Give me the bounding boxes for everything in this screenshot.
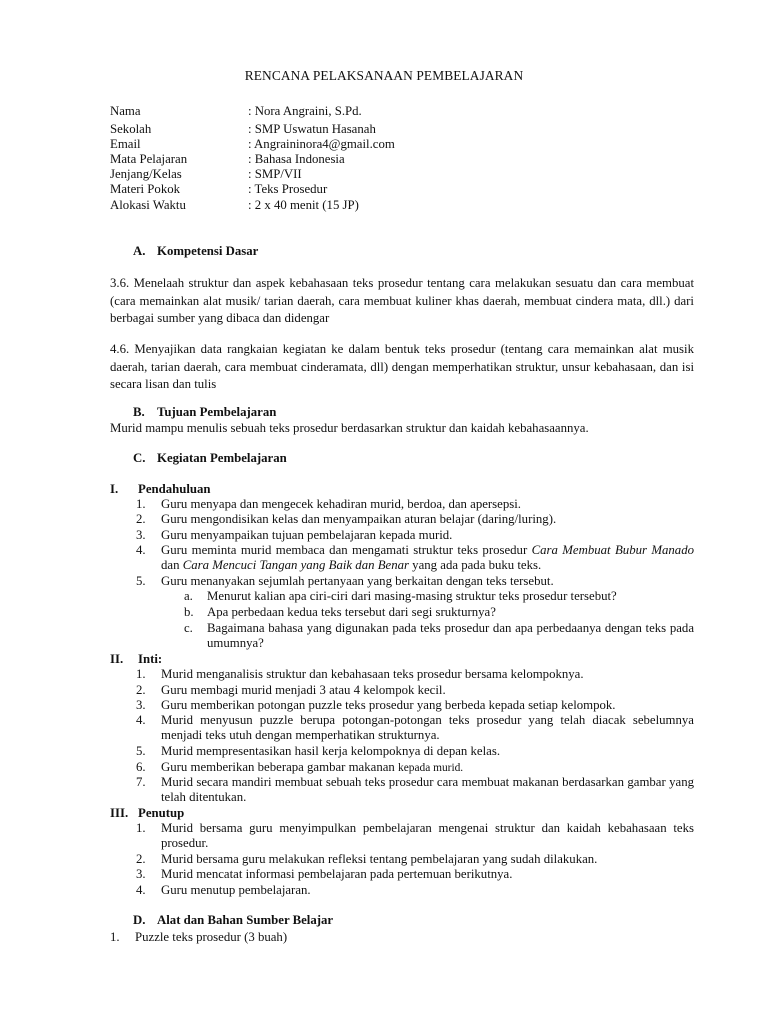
list-item [136, 667, 694, 682]
list-item [110, 930, 668, 945]
item-text: Murid menyusun puzzle berupa potongan-potongan teks prosedur yang telah diacak sebelumnya menjadi teks utuh dengan memperhatikan strukturnya. [161, 713, 694, 743]
item-number: 2. [136, 683, 146, 697]
phase-roman: II. [110, 652, 124, 666]
item-number: 1. [136, 821, 146, 835]
identity-row-email [110, 137, 670, 152]
sub-item [184, 589, 694, 604]
phase-title: Pendahuluan [138, 482, 211, 496]
item-text: Murid secara mandiri membuat sebuah teks prosedur cara membuat makanan berdasarkan gambar yang telah ditentukan. [161, 775, 694, 805]
identity-label: Alokasi Waktu [110, 198, 186, 212]
phase-title: Penutup [138, 806, 185, 820]
section-letter: C. [133, 451, 146, 465]
section-title: Tujuan Pembelajaran [157, 405, 277, 419]
identity-value: : Nora Angraini, S.Pd. [248, 104, 362, 118]
item-text: Guru menyampaikan tujuan pembelajaran kepada murid. [161, 528, 453, 542]
sub-item [184, 621, 694, 652]
identity-value: : Angraininora4@gmail.com [248, 137, 395, 151]
item-text: Menurut kalian apa ciri-ciri dari masing-masing struktur teks prosedur tersebut? [207, 589, 617, 603]
list-item [136, 713, 694, 744]
identity-row-mapel [110, 152, 670, 167]
section-letter: D. [133, 913, 146, 927]
list-item [136, 883, 694, 898]
list-item [136, 744, 694, 759]
item-number: c. [184, 621, 193, 635]
list-item [136, 543, 694, 574]
item-text: Guru memberikan potongan puzzle teks prosedur yang berbeda kepada setiap kelompok. [161, 698, 616, 712]
identity-value: : Bahasa Indonesia [248, 152, 345, 166]
list-item [136, 760, 694, 776]
list-item [136, 698, 694, 713]
tujuan-text: Murid mampu menulis sebuah teks prosedur berdasarkan struktur dan kaidah kebahasaannya. [110, 421, 589, 435]
list-item [136, 512, 694, 527]
section-title: Kegiatan Pembelajaran [157, 451, 287, 465]
document-title: RENCANA PELAKSANAAN PEMBELAJARAN [244, 68, 524, 83]
list-item [136, 528, 694, 543]
item-text: Guru mengondisikan kelas dan menyampaikan aturan belajar (daring/luring). [161, 512, 557, 526]
item-text-part: Guru meminta murid membaca dan mengamati struktur teks prosedur [161, 543, 532, 557]
list-item [136, 497, 694, 512]
item-number: 3. [136, 528, 146, 542]
identity-label: Nama [110, 104, 141, 118]
identity-row-sekolah [110, 122, 670, 137]
list-item [136, 683, 694, 698]
item-number: 5. [136, 744, 146, 758]
item-text: Guru menyapa dan mengecek kehadiran murid, berdoa, dan apersepsi. [161, 497, 521, 511]
item-number: 1. [136, 497, 146, 511]
item-number: b. [184, 605, 194, 619]
sub-item [184, 605, 694, 620]
kd-4-6: 4.6. Menyajikan data rangkaian kegiatan ke dalam bentuk teks prosedur (tentang cara memainkan alat musik daerah, tarian daerah, cara membuat cinderamata, dll) dengan memperhatikan struktur, unsur kebahasaan, dan isi secara lisan dan tulis [110, 342, 694, 391]
identity-row-alokasi [110, 198, 670, 213]
section-letter: B. [133, 405, 145, 419]
identity-label: Email [110, 137, 141, 151]
item-number: 3. [136, 698, 146, 712]
item-text: Murid mencatat informasi pembelajaran pada pertemuan berikutnya. [161, 867, 513, 881]
identity-row-materi [110, 182, 670, 197]
item-number: 2. [136, 852, 146, 866]
identity-row-kelas [110, 167, 670, 182]
identity-value: : SMP/VII [248, 167, 302, 181]
item-text [161, 760, 694, 776]
item-text: Murid bersama guru menyimpulkan pembelajaran mengenai struktur dan kaidah kebahasaan teks prosedur. [161, 821, 694, 851]
item-text: Murid mempresentasikan hasil kerja kelompoknya di depan kelas. [161, 744, 501, 758]
item-text: Puzzle teks prosedur (3 buah) [135, 930, 288, 944]
item-text: Guru membagi murid menjadi 3 atau 4 kelompok kecil. [161, 683, 446, 697]
item-number: 7. [136, 775, 146, 789]
phase-title: Inti: [138, 652, 163, 666]
kd-3-6: 3.6. Menelaah struktur dan aspek kebahasaan teks prosedur tentang cara melakukan sesuatu dan cara membuat (cara memainkan alat musik/ tarian daerah, cara membuat kuliner khas daerah, membuat cindera mata, dll.) dari berbagai sumber yang dibaca dan didengar [110, 276, 694, 325]
phase-roman: III. [110, 806, 129, 820]
item-text-part: dan [161, 558, 183, 573]
list-item [136, 852, 694, 867]
item-number: 6. [136, 760, 146, 774]
list-item [136, 821, 694, 852]
item-text: Guru menutup pembelajaran. [161, 883, 311, 897]
item-number: 4. [136, 713, 146, 727]
item-text-part: yang ada pada buku teks. [408, 558, 542, 573]
identity-label: Jenjang/Kelas [110, 167, 182, 181]
identity-row-nama [110, 104, 670, 119]
item-text [161, 543, 694, 574]
identity-label: Mata Pelajaran [110, 152, 188, 166]
item-text: Murid menganalisis struktur dan kebahasaan teks prosedur bersama kelompoknya. [161, 667, 584, 681]
list-item [136, 574, 694, 589]
item-number: 5. [136, 574, 146, 588]
section-title: Kompetensi Dasar [157, 244, 259, 258]
section-letter: A. [133, 244, 146, 258]
item-text-part: kepada murid. [398, 762, 464, 774]
item-text: Bagaimana bahasa yang digunakan pada teks prosedur dan apa perbedaanya dengan teks pada umumnya? [207, 621, 694, 651]
section-title: Alat dan Bahan Sumber Belajar [157, 913, 334, 927]
item-text: Murid bersama guru melakukan refleksi tentang pembelajaran yang sudah dilakukan. [161, 852, 598, 866]
item-text: Apa perbedaan kedua teks tersebut dari segi srukturnya? [207, 605, 496, 619]
text-title-italic: Cara Mencuci Tangan yang Baik dan Benar [182, 558, 409, 573]
item-number: 1. [136, 667, 146, 681]
list-item [136, 867, 694, 882]
identity-value: : 2 x 40 menit (15 JP) [248, 198, 359, 212]
text-title-italic: Cara Membuat Bubur Manado [531, 543, 694, 557]
item-text-part: Guru memberikan beberapa gambar makanan [161, 760, 398, 774]
item-number: 4. [136, 543, 146, 557]
phase-roman: I. [110, 482, 119, 496]
identity-value: : SMP Uswatun Hasanah [248, 122, 376, 136]
item-number: 2. [136, 512, 146, 526]
item-number: a. [184, 589, 193, 603]
item-number: 3. [136, 867, 146, 881]
identity-label: Sekolah [110, 122, 152, 136]
item-text: Guru menanyakan sejumlah pertanyaan yang berkaitan dengan teks tersebut. [161, 574, 554, 588]
list-item [136, 775, 694, 806]
identity-value: : Teks Prosedur [248, 182, 328, 196]
item-number: 4. [136, 883, 146, 897]
identity-label: Materi Pokok [110, 182, 181, 196]
item-number: 1. [110, 930, 120, 944]
